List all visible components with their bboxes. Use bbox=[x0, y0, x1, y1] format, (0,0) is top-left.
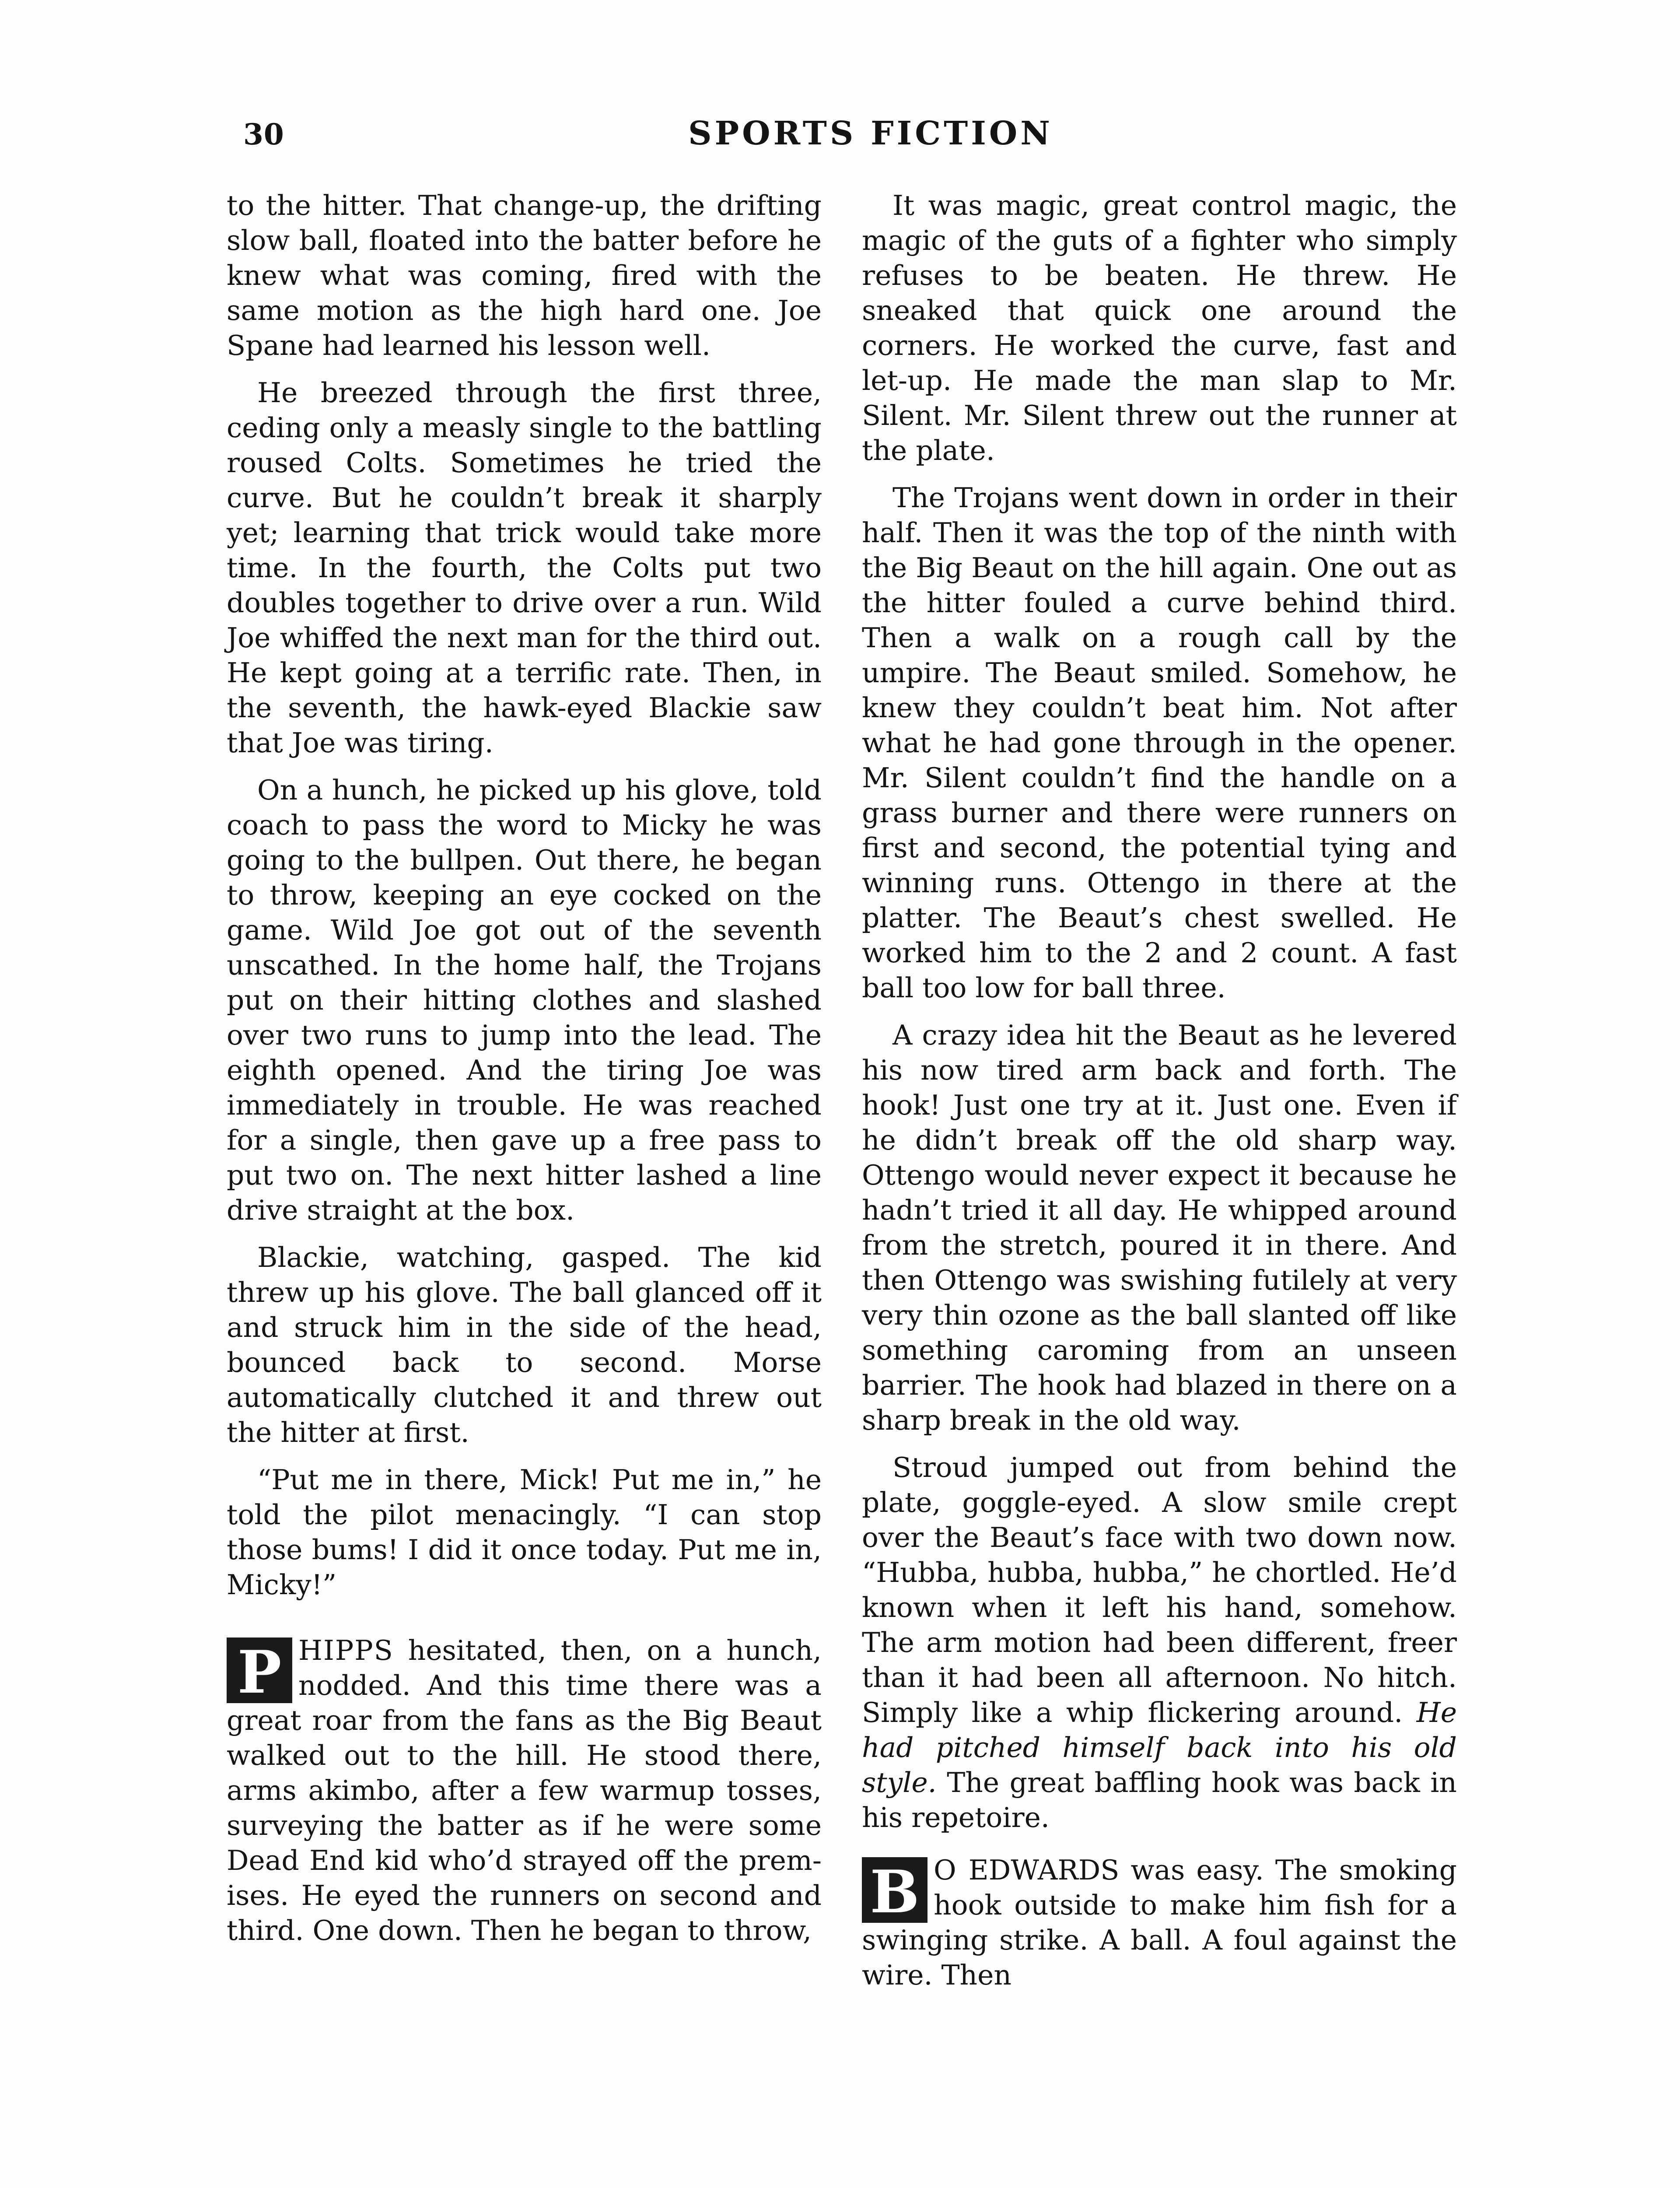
right-column bbox=[862, 188, 1457, 2005]
paragraph: “Put me in there, Mick! Put me in,” he told the pilot menacingly. “I can stop those bums! I did it once today. Put me in, Micky!” bbox=[227, 1464, 822, 1601]
paragraph-text: EDWARDS was easy. The smoking hook outside to make him fish for a swinging strike. A ball. A foul against the wire. Then bbox=[862, 1854, 1457, 1991]
drop-cap: P bbox=[227, 1637, 292, 1703]
left-column bbox=[227, 188, 822, 1960]
paragraph: He breezed through the first three, ceding only a measly single to the battling roused Colts. Sometimes he tried the curve. But he couldn’t break it sharply yet; learning that trick would take more time. In the fourth, the Colts put two doubles together to drive over a run. Wild Joe whiffed the next man for the third out. He kept going at a terrific rate. Then, in the seventh, the hawk-eyed Blackie saw that Joe was tiring. bbox=[227, 377, 822, 759]
paragraph: The Trojans went down in order in their half. Then it was the top of the ninth with the Big Beaut on the hill again. One out as the hitter fouled a curve behind third. Then a walk on a rough call by the umpire. The Beaut smiled. Somehow, he knew they couldn’t beat him. Not after what he had gone through in the opener. Mr. Silent couldn’t find the handle on a grass burner and there were runners on first and second, the potential tying and winning runs. Ottengo in there at the platter. The Beaut’s chest swelled. He worked him to the 2 and 2 count. A fast ball too low for ball three. bbox=[862, 482, 1457, 1004]
paragraph bbox=[862, 1450, 1457, 1835]
paragraph: It was magic, great control magic, the magic of the guts of a fighter who simply refuses to be beaten. He threw. He sneaked that quick one around the corners. He worked the curve, fast and let-up. He made the man slap to Mr. Silent. Mr. Silent threw out the runner at the plate. bbox=[862, 189, 1457, 466]
page-number: 30 bbox=[243, 117, 284, 151]
section-paragraph bbox=[862, 1853, 1457, 1993]
italic-sentence: He had pitched himself back into his old style. bbox=[862, 1697, 1457, 1799]
paragraph-text: The great baffling hook was back in his repetoire. bbox=[862, 1767, 1457, 1834]
section-paragraph bbox=[227, 1633, 822, 1948]
section-first-word: O bbox=[934, 1854, 957, 1886]
section-first-word: HIPPS bbox=[298, 1634, 394, 1666]
running-head-title: SPORTS FICTION bbox=[688, 115, 1053, 152]
paragraph: to the hitter. That change-up, the drifting slow ball, floated into the batter before he knew what was coming, fired with the same motion as the high hard one. Joe Spane had learned his lesson well. bbox=[227, 189, 822, 361]
paragraph-text: hesitated, then, on a hunch, nodded. And this time there was a great roar from the fans as the Big Beaut walked out to the hill. He stood there, arms akimbo, after a few warmup tosses, surveying the batter as if he were some Dead End kid who’d strayed off the premises. He eyed the runners on second and third. One down. Then he began to throw, bbox=[227, 1634, 822, 1946]
paragraph: On a hunch, he picked up his glove, told coach to pass the word to Micky he was going to the bullpen. Out there, he began to throw, keeping an eye cocked on the game. Wild Joe got out of the seventh unscathed. In the home half, the Trojans put on their hitting clothes and slashed over two runs to jump into the lead. The eighth opened. And the tiring Joe was immediately in trouble. He was reached for a single, then gave up a free pass to put two on. The next hitter lashed a line drive straight at the box. bbox=[227, 774, 822, 1226]
paragraph-text: Stroud jumped out from behind the plate, goggle-eyed. A slow smile crept over the Beaut’s face with two down now. “Hubba, hubba, hubba,” he chortled. He’d known when it left his hand, somehow. The arm motion had been different, freer than it had been all afternoon. No hitch. Simply like a whip flickering around. bbox=[862, 1452, 1457, 1729]
paragraph: A crazy idea hit the Beaut as he levered his now tired arm back and forth. The hook! Just one try at it. Just one. Even if he didn’t break off the old sharp way. Ottengo would never expect it because he hadn’t tried it all day. He whipped around from the stretch, poured it in there. And then Ottengo was swishing futilely at very very thin ozone as the ball slanted off like something caroming from an unseen barrier. The hook had blazed in there on a sharp break in the old way. bbox=[862, 1019, 1457, 1436]
paragraph: Blackie, watching, gasped. The kid threw up his glove. The ball glanced off it and struck him in the side of the head, bounced back to second. Morse automatically clutched it and threw out the hitter at first. bbox=[227, 1241, 822, 1448]
drop-cap: B bbox=[862, 1857, 928, 1923]
